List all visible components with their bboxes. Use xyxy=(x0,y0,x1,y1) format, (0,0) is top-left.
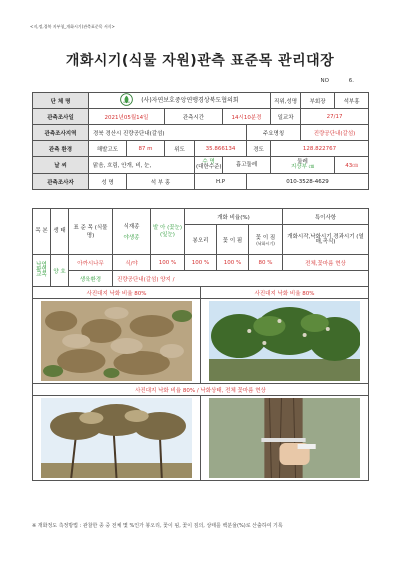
bloom-open: 100 % xyxy=(217,255,249,271)
bloom-head-fall-label: 꽃 이 짐 xyxy=(255,235,276,241)
photo-caption-2: 사진대지 낙화 비율 80% xyxy=(201,287,369,299)
girth-label: 둘레 xyxy=(297,159,308,165)
bloom-table xyxy=(32,208,369,287)
bloom-head-ratio: 개화 비율(%) xyxy=(185,209,283,225)
bloom-head-fall-sub: (낙화시기) xyxy=(256,241,275,246)
surround-label: 생육환경 xyxy=(69,271,113,287)
person-hp-label: H.P xyxy=(195,174,247,190)
person-name: 석 부 홍 xyxy=(127,174,195,190)
bloom-head-row xyxy=(33,209,369,225)
person-hp: 010-3528-4629 xyxy=(247,174,369,190)
bloom-head-fall xyxy=(249,225,283,255)
org-row xyxy=(33,93,369,109)
photo-caption-3: 사진대지 낙화 비율 80% / 낙화상태, 전체 꽃마름 현상 xyxy=(33,384,369,396)
bloom-head-species: 표 준 목 (식물명) xyxy=(69,209,113,255)
bloom-head-bud: 봉오리 xyxy=(185,225,217,255)
bloom-fall: 80 % xyxy=(249,255,283,271)
env-lon-label: 경도 xyxy=(247,141,271,157)
person-label: 관측조사자 xyxy=(33,174,89,190)
env-lat: 35.866134 xyxy=(195,141,247,157)
bloom-data-row xyxy=(33,255,369,271)
sprout-label: 흉고둘레 xyxy=(223,157,271,174)
env-lat-label: 위도 xyxy=(165,141,195,157)
obs-date: 2021년05월14일 xyxy=(89,109,165,125)
tree-age-sub: (대한수준) xyxy=(196,164,222,170)
bloom-head-open: 꽃 이 핌 xyxy=(217,225,249,255)
loc-label: 관측조사지역 xyxy=(33,125,89,141)
photo-3 xyxy=(33,396,201,481)
obs-time: 14시10분경 xyxy=(223,109,271,125)
photo-caption-1: 사진대지 낙화 비율 80% xyxy=(33,287,201,299)
obs-days: 27/17 xyxy=(301,109,369,125)
bloom-eco: 양 호 xyxy=(51,255,69,287)
surround-value: 진량공단내(갈섬) 양지 / xyxy=(113,271,369,287)
bloom-sprout: 100 % xyxy=(151,255,185,271)
photo-1 xyxy=(33,299,201,384)
org-title-label: 직위,성명 xyxy=(271,93,301,109)
doc-number-label: NO xyxy=(320,78,329,84)
env-lon: 128.822767 xyxy=(271,141,369,157)
doc-number xyxy=(321,78,354,84)
form-header-small: <지,정,경북 지부청_개화시기(관측표준목 서식> xyxy=(30,24,115,29)
loc-row xyxy=(33,125,369,141)
org-label: 단 체 명 xyxy=(33,93,89,109)
org-name: (사)자연보호중앙연맹경상북도협의회 xyxy=(141,97,239,104)
bloom-type: 낙엽 활엽 교목 xyxy=(33,255,51,287)
bloom-head-planted xyxy=(113,209,151,255)
obs-time-label: 관측시간 xyxy=(165,109,223,125)
bloom-remark: 전체,꽃마름 현상 xyxy=(283,255,369,271)
bloom-head-remark: 특이사항 xyxy=(283,209,369,225)
bloom-head-type: 목 본 xyxy=(33,209,51,255)
weather-value: 맑음, 흐림, 안개, 비, 눈, xyxy=(89,157,195,174)
weather-row xyxy=(33,157,369,174)
bloom-planted: 식/야 xyxy=(113,255,151,271)
loc-value: 경북 경산시 진량공단내(갈섬) xyxy=(89,125,247,141)
photo-2 xyxy=(201,299,369,384)
obs-date-label: 관측조사일 xyxy=(33,109,89,125)
photo-4 xyxy=(201,396,369,481)
env-label: 관측 환경 xyxy=(33,141,89,157)
girth-value: 43㎝ xyxy=(335,157,369,174)
obs-row xyxy=(33,109,369,125)
bloom-head-planted-a: 식재종 xyxy=(123,224,140,230)
org-logo xyxy=(120,93,133,108)
page-title: 개화시기(식물 자원)관측 표준목 관리대장 xyxy=(65,53,335,69)
bloom-head-eco: 생 태 xyxy=(51,209,69,255)
surround-row xyxy=(33,271,369,287)
info-table xyxy=(32,92,369,190)
obs-days-label: 일교차 xyxy=(271,109,301,125)
girth-sub: 지상부 ㎝ xyxy=(290,164,315,170)
loc-place: 진량공단내(갈섬) xyxy=(301,125,369,141)
bloom-bud: 100 % xyxy=(185,255,217,271)
org-person: 석부홍 xyxy=(335,93,369,109)
bloom-head-remark-sub: 개화시작,낙화시기 경과시기 (열매,곡식) xyxy=(283,225,369,255)
org-title-value: 부회장 xyxy=(301,93,335,109)
env-alt: 87 m xyxy=(127,141,165,157)
weather-label: 날 씨 xyxy=(33,157,89,174)
bloom-head-sprout: 발 아 (꽃눈) (잎눈) xyxy=(151,209,185,255)
measurement-note: ※ 개화정도 측정방법 : 관찰한 종 중 전체 몇 %인가 봉오리, 꽃이 핌, 꽃이 짐의, 상태를 백분율(%)로 산출하여 기록 xyxy=(32,523,283,529)
person-row xyxy=(33,174,369,190)
org-name-cell xyxy=(89,93,271,109)
loc-place-label: 주요명칭 xyxy=(247,125,301,141)
photo-table xyxy=(32,286,369,481)
env-alt-label: 해발고도 xyxy=(89,141,127,157)
person-name-label: 성 명 xyxy=(89,174,127,190)
bloom-species: 아까시나무 xyxy=(69,255,113,271)
doc-number-value: 6. xyxy=(348,78,354,84)
env-row xyxy=(33,141,369,157)
tree-age-cell xyxy=(195,157,223,174)
bloom-head-planted-b: 야생종 xyxy=(123,235,140,241)
girth-cell xyxy=(271,157,335,174)
tree-age-label: 수 명 xyxy=(202,159,215,165)
